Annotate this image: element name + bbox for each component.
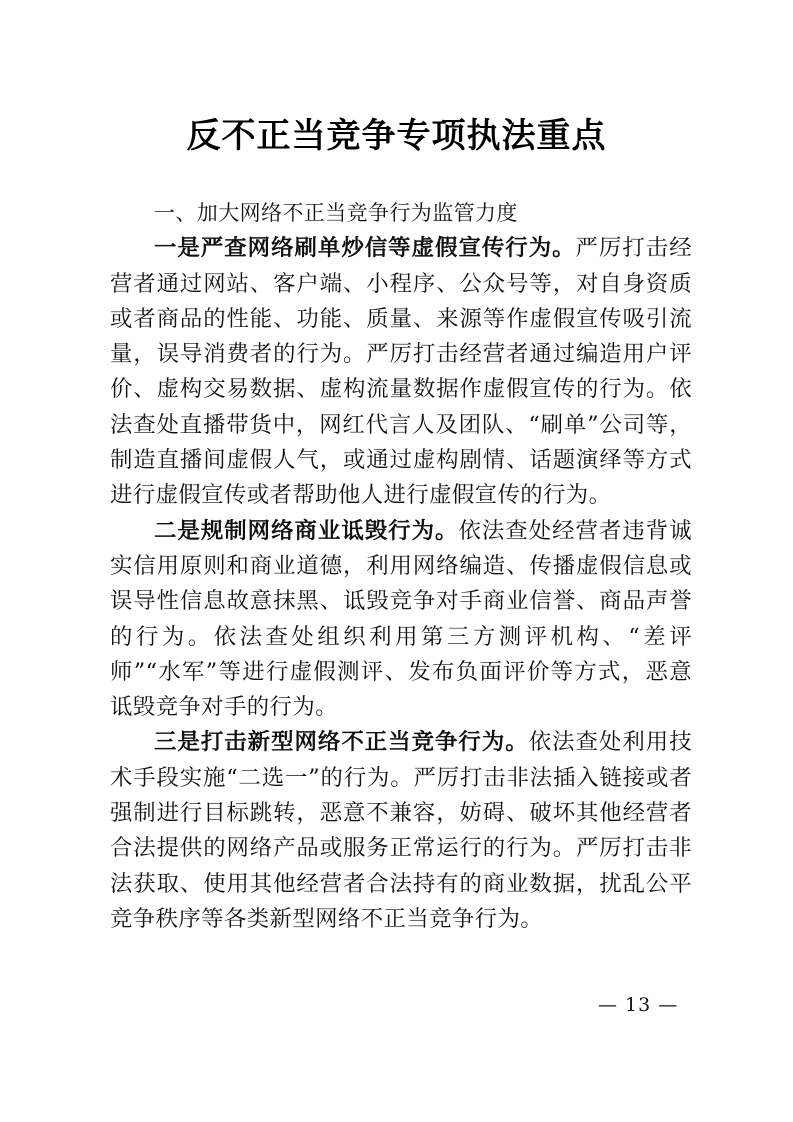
paragraph-2-lead: 二是规制网络商业诋毁行为。	[154, 517, 459, 544]
paragraph-1	[110, 231, 692, 513]
section-heading: 一、加大网络不正当竞争行为监管力度	[154, 201, 518, 225]
document-title: 反不正当竞争专项执法重点	[186, 116, 607, 156]
paragraph-3-lead: 三是打击新型网络不正当竞争行为。	[154, 729, 529, 756]
paragraph-1-text: 严厉打击经营者通过网站、客户端、小程序、公众号等，对自身资质或者商品的性能、功能、质量、来源等作虚假宣传吸引流量，误导消费者的行为。严厉打击经营者通过编造用户评价、虚构交易数据、虚构流量数据作虚假宣传的行为。依法查处直播带货中，网红代言人及团队、“刷单”公司等，制造直播间虚假人气，或通过虚构剧情、话题演绎等方式进行虚假宣传或者帮助他人进行虚假宣传的行为。	[110, 235, 693, 509]
paragraph-2-text: 依法查处经营者违背诚实信用原则和商业道德，利用网络编造、传播虚假信息或误导性信息故意抹黑、诋毁竞争对手商业信誉、商品声誉的行为。依法查处组织利用第三方测评机构、“差评师”“水军”等进行虚假测评、发布负面评价等方式，恶意诋毁竞争对手的行为。	[110, 517, 693, 721]
paragraph-2	[110, 514, 692, 726]
paragraph-1-lead: 一是严查网络刷单炒信等虚假宣传行为。	[154, 235, 576, 262]
paragraph-3-text: 依法查处利用技术手段实施“二选一”的行为。严厉打击非法插入链接或者强制进行目标跳转，恶意不兼容，妨碍、破坏其他经营者合法提供的网络产品或服务正常运行的行为。严厉打击非法获取、使用其他经营者合法持有的商业数据，扰乱公平竞争秩序等各类新型网络不正当竞争行为。	[110, 729, 692, 932]
paragraph-3	[110, 725, 692, 937]
page-number: — 13 —	[598, 994, 679, 1016]
document-body	[110, 196, 692, 937]
